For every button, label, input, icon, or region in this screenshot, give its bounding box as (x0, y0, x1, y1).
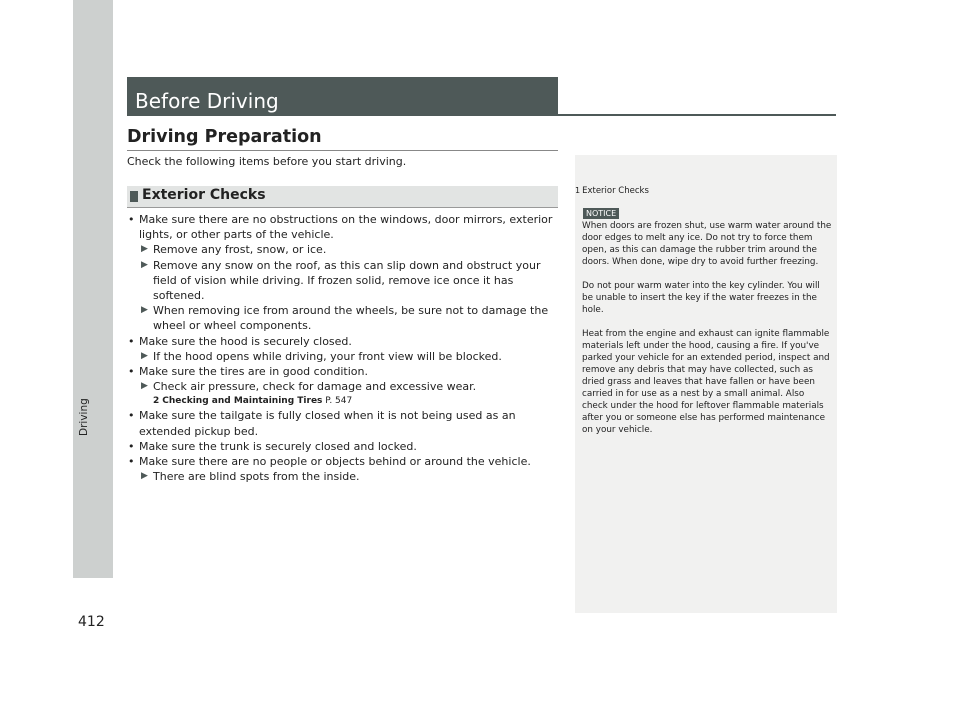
arrow-right-icon: ▶ (141, 471, 148, 482)
subsection-title: Exterior Checks (142, 187, 266, 203)
sidebar-title: Exterior Checks (582, 186, 649, 196)
black-square-icon (130, 191, 138, 202)
chapter-tab-label: Driving (78, 398, 90, 436)
notice-badge: NOTICE (583, 208, 619, 219)
cross-reference-title: Checking and Maintaining Tires (162, 396, 323, 407)
sidebar-paragraph: When doors are frozen shut, use warm water around the door edges to melt any ice. Do not try to force them open, as this can damage the rubber trim around the doors. When done, wipe dry to avoid further freezing. (582, 221, 832, 267)
bullet-icon: • (128, 334, 135, 348)
page-header: Before Driving (127, 77, 558, 115)
checklist-subitem-text: Check air pressure, check for damage and excessive wear. (153, 380, 477, 394)
checklist-subitem-text: Remove any snow on the roof, as this can slip down and obstruct your field of vision while driving. If frozen solid, remove ice once it has softened. (153, 258, 541, 303)
checklist-subitem-text: When removing ice from around the wheels, be sure not to damage the wheel or wheel components. (153, 304, 549, 333)
arrow-right-icon: ▶ (141, 305, 148, 316)
cross-reference-page: P. 547 (325, 396, 353, 407)
checklist-item (127, 454, 558, 469)
cross-reference-link[interactable] (127, 394, 558, 408)
arrow-right-icon: ▶ (141, 381, 148, 392)
page-number: 412 (78, 614, 105, 630)
checklist-subitem-text: Remove any frost, snow, or ice. (153, 243, 327, 257)
checklist-item (127, 334, 558, 349)
checklist-item-text: Make sure the hood is securely closed. (139, 334, 352, 348)
checklist-item (127, 408, 558, 438)
checklist-item-text: Make sure the tires are in good condition. (139, 365, 369, 379)
intro-text: Check the following items before you start driving. (127, 155, 407, 168)
bullet-icon: • (128, 409, 135, 423)
header-rule (127, 114, 836, 116)
sidebar-paragraph: Do not pour warm water into the key cylinder. You will be unable to insert the key if the water freezes in the hole. (582, 281, 820, 315)
section-title: Driving Preparation (127, 127, 322, 147)
reference-marker-icon: 1 (575, 186, 581, 195)
checklist-subitem-text: If the hood opens while driving, your front view will be blocked. (153, 349, 502, 363)
sidebar-paragraph: Heat from the engine and exhaust can ignite flammable materials left under the hood, causing a fire. If you've parked your vehicle for an extended period, inspect and remove any debris that may have collected, such as dried grass and leaves that have fallen or have been carried in for use as a nest by a small animal. Also check under the hood for leftover flammable materials after you or someone else has performed maintenance on your vehicle. (582, 329, 830, 435)
bullet-icon: • (128, 439, 135, 453)
checklist-subitem (127, 303, 558, 333)
arrow-right-icon: ▶ (141, 350, 148, 361)
checklist-item-text: Make sure there are no people or objects behind or around the vehicle. (139, 455, 531, 469)
checklist-subitem (127, 242, 558, 257)
arrow-right-icon: ▶ (141, 259, 148, 270)
bullet-icon: • (128, 365, 135, 379)
arrow-right-icon: ▶ (141, 244, 148, 255)
checklist-item-text: Make sure the tailgate is fully closed when it is not being used as an extended pickup bed. (139, 409, 516, 438)
checklist-subitem (127, 469, 558, 484)
checklist-item (127, 439, 558, 454)
checklist-item (127, 212, 558, 242)
checklist-subitem (127, 258, 558, 304)
bullet-icon: • (128, 455, 135, 469)
checklist-item (127, 364, 558, 379)
checklist-subitem (127, 349, 558, 364)
checklist-subitem-text: There are blind spots from the inside. (153, 470, 360, 484)
cross-reference-icon: 2 (153, 396, 160, 407)
checklist-item-text: Make sure there are no obstructions on the windows, door mirrors, exterior lights, or other parts of the vehicle. (139, 213, 553, 242)
checklist (127, 212, 558, 484)
bullet-icon: • (128, 213, 135, 226)
section-rule (127, 150, 558, 151)
checklist-subitem (127, 379, 558, 394)
checklist-item-text: Make sure the trunk is securely closed and locked. (139, 439, 417, 453)
chapter-tab (73, 0, 113, 578)
subsection-header (127, 186, 558, 208)
sidebar-heading (575, 186, 649, 196)
sidebar-body (582, 220, 832, 448)
